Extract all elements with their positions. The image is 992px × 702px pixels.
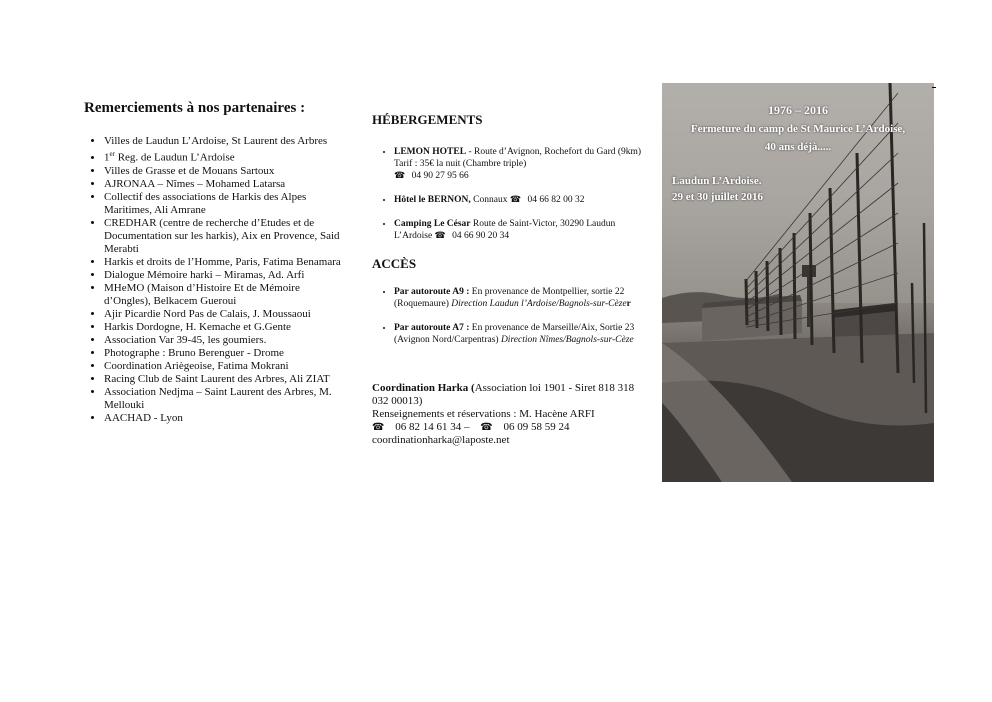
- phone-number: 04 90 27 95 66: [411, 171, 469, 181]
- list-item: • Camping Le César Route de Saint-Victor, 30290 Laudun L’Ardoise ☎ 04 66 90 20 34: [394, 218, 642, 242]
- list-item: • Harkis et droits de l’Homme, Paris, Fatima Benamara: [104, 256, 344, 269]
- list-item: • AACHAD - Lyon: [104, 412, 344, 425]
- list-item: • 1er Reg. de Laudun L’Ardoise: [104, 148, 344, 165]
- camp-photo: [662, 83, 934, 482]
- hotel-name: Hôtel le BERNON,: [394, 195, 471, 205]
- phone-icon: ☎: [394, 171, 406, 181]
- access-list: [372, 286, 642, 346]
- list-item: • Ajir Picardie Nord Pas de Calais, J. Moussaoui: [104, 308, 344, 321]
- phone-number: 06 09 58 59 24: [503, 421, 570, 433]
- hotel-name: LEMON HOTEL: [394, 147, 467, 157]
- list-item: • LEMON HOTEL - Route d’Avignon, Rochefort du Gard (9km) Tarif : 35€ la nuit (Chambre triple) ☎ 04 90 27 95 66: [394, 146, 642, 182]
- partners-list: [84, 135, 344, 425]
- partners-title: Remerciements à nos partenaires :: [84, 100, 306, 116]
- coordination-name: Coordination Harka (: [372, 382, 475, 394]
- list-item: • Villes de Laudun L’Ardoise, St Laurent des Arbres: [104, 135, 344, 148]
- list-item: • Harkis Dordogne, H. Kemache et G.Gente: [104, 321, 344, 334]
- list-item: • MHeMO (Maison d’Histoire Et de Mémoire d’Ongles), Belkacem Gueroui: [104, 282, 344, 308]
- list-item: • Par autoroute A9 : En provenance de Montpellier, sortie 22 (Roquemaure) Direction Laudun l’Ardoise/Bagnols-sur-Cèzer: [394, 286, 642, 310]
- phone-icon: ☎: [480, 422, 493, 433]
- lodging-title: HÉBERGEMENTS: [372, 112, 483, 127]
- photo-dates: 29 et 30 juillet 2016: [672, 191, 764, 203]
- list-item: • Par autoroute A7 : En provenance de Marseille/Aix, Sortie 23 (Avignon Nord/Carpentras) Direction Nîmes/Bagnols-sur-Cèze: [394, 322, 642, 346]
- phone-number: 04 66 82 00 32: [527, 195, 585, 205]
- access-title: ACCÈS: [372, 256, 417, 271]
- list-item: • Collectif des associations de Harkis des Alpes Maritimes, Ali Amrane: [104, 191, 344, 217]
- list-item: • Dialogue Mémoire harki – Miramas, Ad. Arfi: [104, 269, 344, 282]
- coordination-info: Renseignements et réservations : M. Hacène ARFI: [372, 408, 595, 420]
- email-link[interactable]: coordinationharka@laposte.net: [372, 434, 510, 446]
- list-item: • Coordination Ariègeoise, Fatima Mokrani: [104, 360, 344, 373]
- phone-icon: ☎: [372, 422, 385, 433]
- list-item: • Hôtel le BERNON, Connaux ☎ 04 66 82 00 32: [394, 194, 642, 206]
- list-item: • AJRONAA – Nîmes – Mohamed Latarsa: [104, 178, 344, 191]
- camping-name: Camping Le César: [394, 219, 471, 229]
- photo-line2: 40 ans déjà.....: [764, 141, 832, 153]
- partners-section: [84, 100, 344, 425]
- list-item: • Racing Club de Saint Laurent des Arbres, Ali ZIAT: [104, 373, 344, 386]
- list-item: • CREDHAR (centre de recherche d’Etudes et de Documentation sur les harkis), Aix en Provence, Said Merabti: [104, 217, 344, 256]
- photo-line1: Fermeture du camp de St Maurice L’Ardoise,: [690, 123, 906, 135]
- phone-number: 04 66 90 20 34: [452, 231, 510, 241]
- list-item: • Villes de Grasse et de Mouans Sartoux: [104, 165, 344, 178]
- list-item: • Photographe : Bruno Berenguer - Drome: [104, 347, 344, 360]
- phone-icon: ☎: [434, 231, 446, 241]
- info-section: [372, 112, 642, 447]
- photo-years: 1976 – 2016: [768, 103, 828, 117]
- coordination-block: Coordination Harka (Association loi 1901 - Siret 818 318 032 00013) Renseignements et réservations : M. Hacène ARFI ☎ 06 82 14 61 34 – ☎ 06 09 58 59 24 coordinationharka@laposte.net: [372, 382, 635, 446]
- lodging-list: [372, 146, 642, 242]
- photo-place: Laudun L’Ardoise.: [672, 175, 762, 187]
- list-item: • Association Var 39-45, les goumiers.: [104, 334, 344, 347]
- phone-icon: ☎: [509, 195, 522, 205]
- list-item: • Association Nedjma – Saint Laurent des Arbres, M. Mellouki: [104, 386, 344, 412]
- phone-number: 06 82 14 61 34 –: [395, 421, 470, 433]
- crop-mark: [932, 87, 936, 88]
